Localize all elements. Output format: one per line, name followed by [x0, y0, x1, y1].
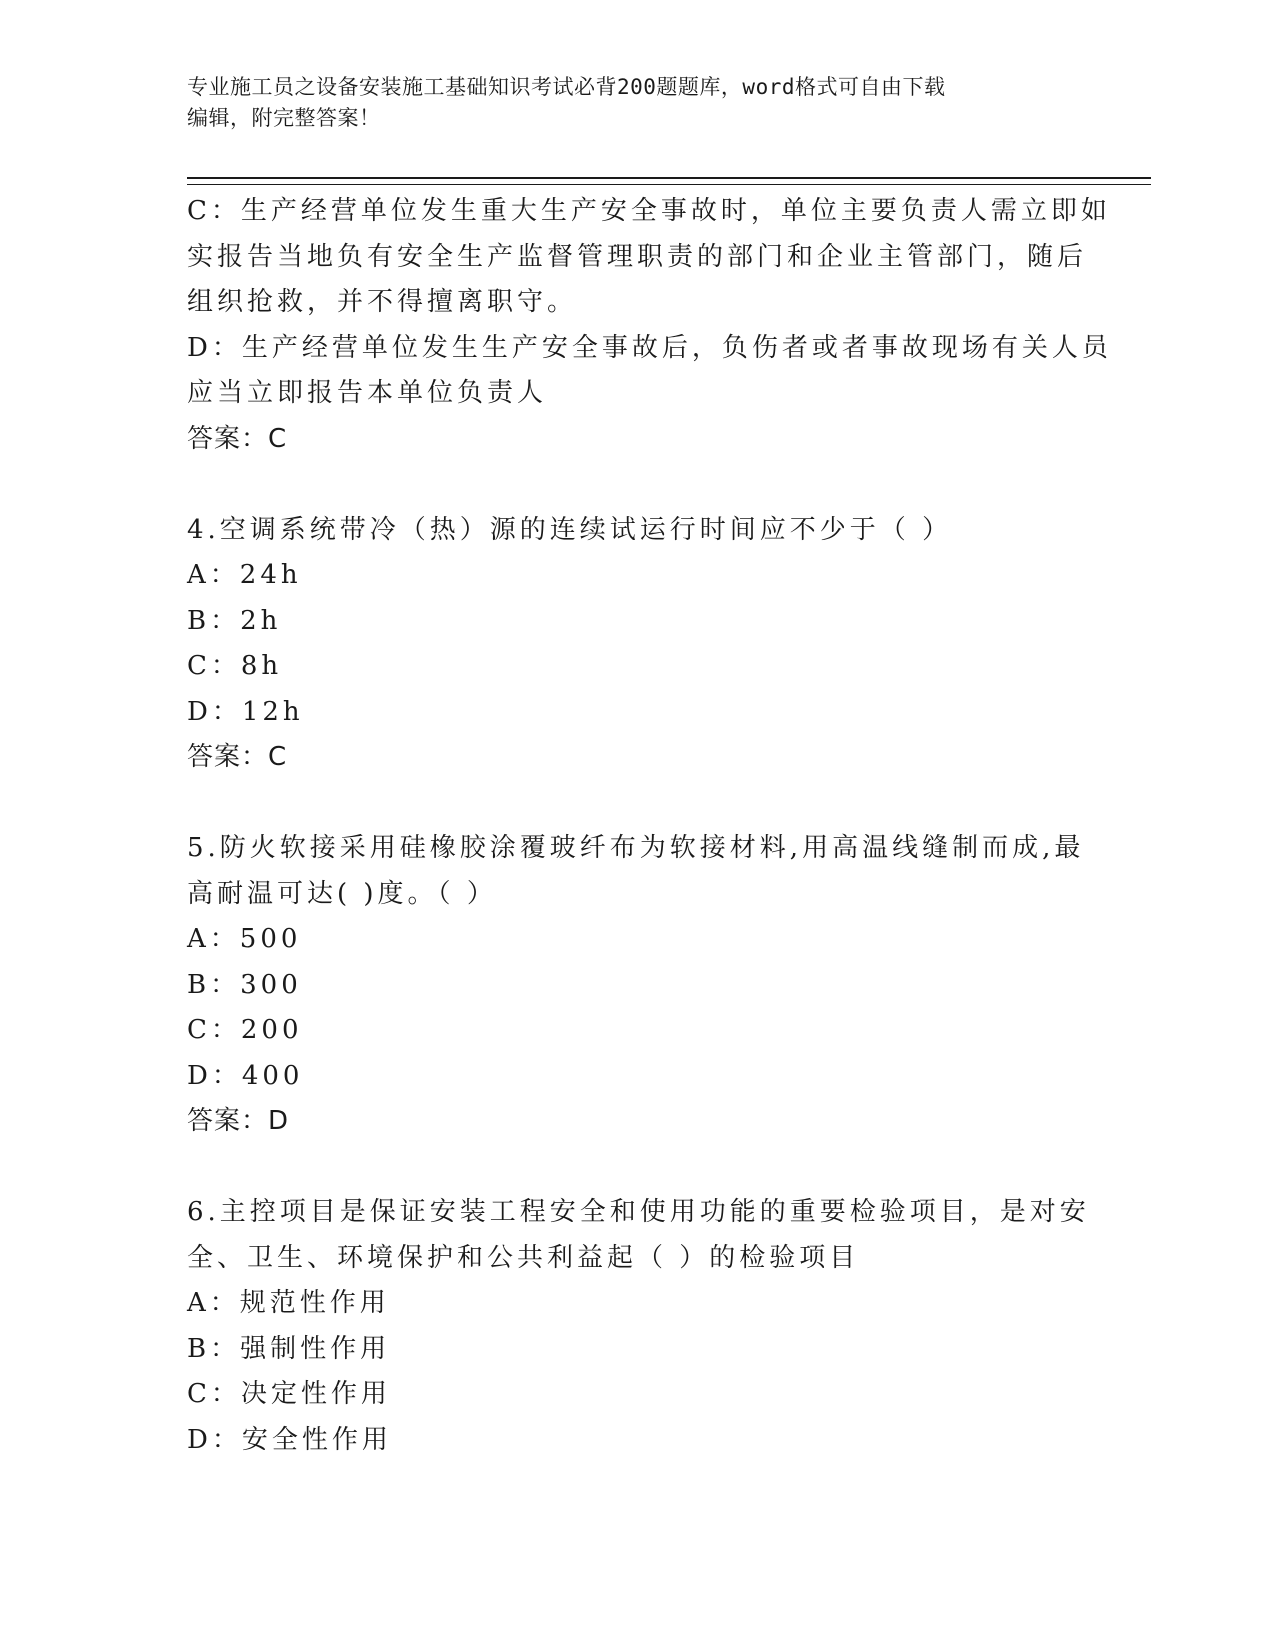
option-b: B：强制性作用	[187, 1333, 391, 1364]
option-c: C：决定性作用	[187, 1379, 391, 1409]
option-b: B：300	[187, 969, 302, 1000]
answer-label: 答案：C	[187, 742, 288, 772]
option-c: C：200	[187, 1015, 303, 1045]
option-c-line1: C：生产经营单位发生重大生产安全事故时，单位主要负责人需立即如	[187, 196, 1111, 226]
question-stem-line1: 6.主控项目是保证安装工程安全和使用功能的重要检验项目，是对安	[187, 1197, 1090, 1227]
question-4	[187, 508, 1087, 781]
spacer	[187, 1145, 1087, 1191]
option-c: C：8h	[187, 651, 283, 681]
option-a: A：24h	[187, 560, 302, 590]
question-stem-line1: 5.防火软接采用硅橡胶涂覆玻纤布为软接材料,用高温线缝制而成,最	[187, 833, 1085, 863]
header-title-line1: 专业施工员之设备安装施工基础知识考试必背200题题库，word格式可自由下载	[187, 75, 946, 99]
header-divider-thick	[187, 177, 1151, 179]
option-d-line1: D：生产经营单位发生生产安全事故后，负伤者或者事故现场有关人员	[187, 332, 1112, 363]
spacer	[187, 781, 1087, 827]
question-list	[187, 189, 1112, 1463]
question-6	[187, 1190, 1090, 1463]
option-b: B：2h	[187, 605, 282, 636]
answer-label: 答案：D	[187, 1106, 290, 1136]
spacer	[187, 462, 1087, 508]
option-d-line2: 应当立即报告本单位负责人	[187, 378, 548, 408]
answer-label: 答案：C	[187, 423, 288, 454]
option-d: D：安全性作用	[187, 1424, 392, 1455]
option-c-line3: 组织抢救，并不得擅离职守。	[187, 287, 578, 317]
question-3-tail	[187, 189, 1112, 462]
option-c-line2: 实报告当地负有安全生产监督管理职责的部门和企业主管部门，随后	[187, 241, 1088, 272]
header-divider-thin	[187, 184, 1151, 185]
question-stem-line2: 高耐温可达( )度。（ ）	[187, 878, 497, 909]
document-header	[187, 72, 1087, 134]
question-5	[187, 826, 1087, 1145]
question-stem: 4.空调系统带冷（热）源的连续试运行时间应不少于（ ）	[187, 514, 953, 545]
option-a: A：500	[187, 924, 302, 954]
option-a: A：规范性作用	[187, 1288, 390, 1318]
question-stem-line2: 全、卫生、环境保护和公共利益起（ ）的检验项目	[187, 1242, 860, 1273]
header-title-line2: 编辑，附完整答案！	[187, 106, 381, 130]
option-d: D：12h	[187, 696, 304, 727]
option-d: D：400	[187, 1060, 304, 1091]
